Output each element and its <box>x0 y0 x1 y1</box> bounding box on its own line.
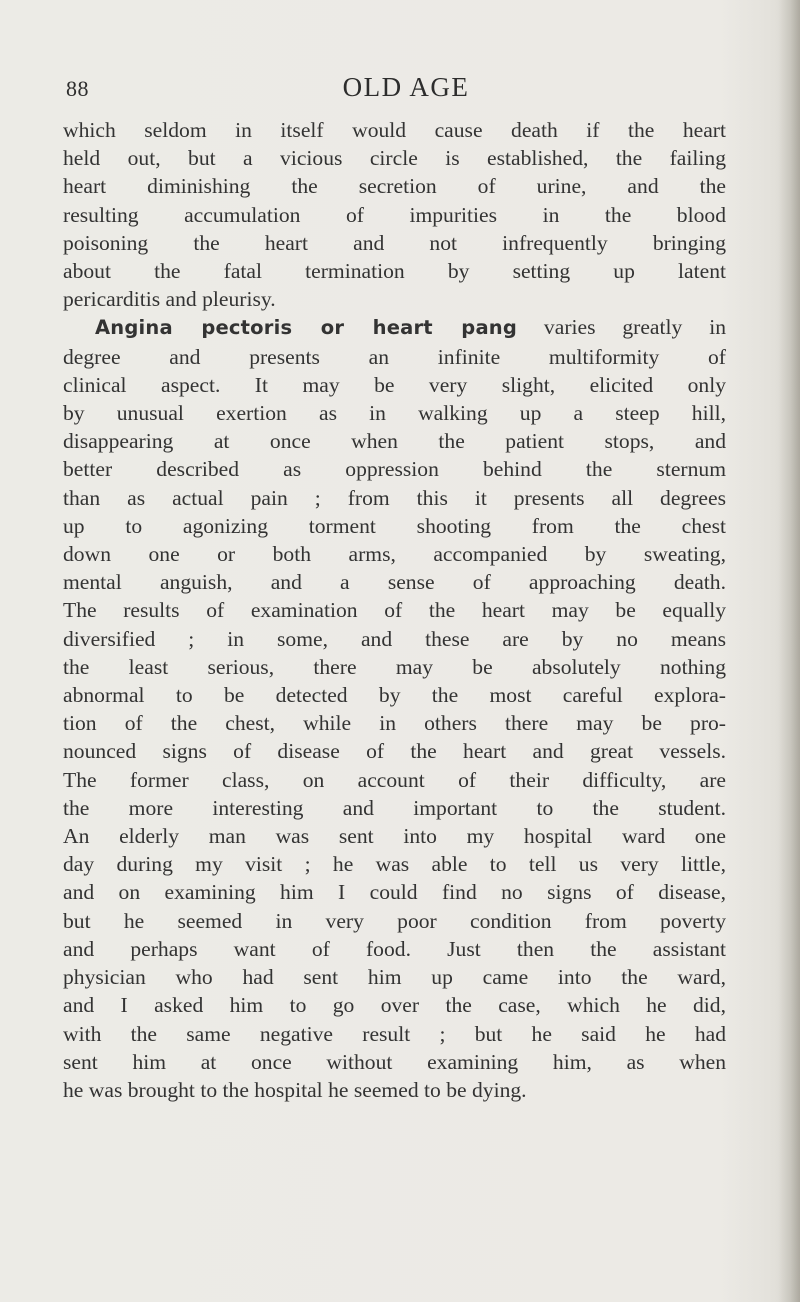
text-line: the more interesting and important to the student. <box>63 795 726 820</box>
text-line: nounced signs of disease of the heart and great vessels. <box>63 739 726 764</box>
text-line: than as actual pain ; from this it presents all degrees <box>63 485 726 510</box>
term-angina-pectoris: Angina pectoris or heart pang <box>95 316 518 340</box>
text-line: which seldom in itself would cause death if the heart <box>63 118 726 142</box>
text-line: and I asked him to go over the case, which he did, <box>63 993 726 1018</box>
text-line: held out, but a vicious circle is established, the failing <box>63 146 726 171</box>
text-line: clinical aspect. It may be very slight, elicited only <box>63 372 726 397</box>
text-line: heart diminishing the secretion of urine, and the <box>63 174 726 199</box>
text-line: he was brought to the hospital he seemed to be dying. <box>63 1077 527 1102</box>
text-line: with the same negative result ; but he said he had <box>63 1021 726 1046</box>
page-number: 88 <box>66 76 89 101</box>
text-line: better described as oppression behind the sternum <box>63 457 726 482</box>
text-line: about the fatal termination by setting up latent <box>63 259 726 284</box>
text-line: The results of examination of the heart may be equally <box>63 598 726 623</box>
text-line <box>63 313 726 342</box>
text-line: down one or both arms, accompanied by sweating, <box>63 542 726 567</box>
first-line-rest: varies greatly in <box>517 315 726 340</box>
page-header <box>66 68 746 108</box>
text-line: mental anguish, and a sense of approaching death. <box>63 570 726 595</box>
text-line: day during my visit ; he was able to tell us very little, <box>63 852 726 877</box>
paragraph-2 <box>63 313 726 1104</box>
text-line: and perhaps want of food. Just then the assistant <box>63 936 726 961</box>
text-line: but he seemed in very poor condition from poverty <box>63 908 726 933</box>
text-line: pericarditis and pleurisy. <box>63 287 276 312</box>
text-line: An elderly man was sent into my hospital ward one <box>63 824 726 849</box>
text-line: and on examining him I could find no signs of disease, <box>63 880 726 905</box>
text-line: physician who had sent him up came into the ward, <box>63 965 726 990</box>
text-line: tion of the chest, while in others there may be pro- <box>63 711 726 736</box>
text-line: the least serious, there may be absolutely nothing <box>63 654 726 679</box>
text-line: The former class, on account of their difficulty, are <box>63 767 726 792</box>
text-line: abnormal to be detected by the most careful explora- <box>63 683 726 708</box>
text-line: resulting accumulation of impurities in the blood <box>63 202 726 227</box>
page-edge-shadow <box>778 0 800 1302</box>
text-line: sent him at once without examining him, as when <box>63 1049 726 1074</box>
text-line: poisoning the heart and not infrequently bringing <box>63 230 726 255</box>
text-line: by unusual exertion as in walking up a steep hill, <box>63 401 726 426</box>
text-line: degree and presents an infinite multiformity of <box>63 344 726 369</box>
body-text <box>63 116 726 1104</box>
text-line: disappearing at once when the patient stops, and <box>63 429 726 454</box>
text-line: diversified ; in some, and these are by no means <box>63 626 726 651</box>
paragraph-1 <box>63 116 726 313</box>
text-line: up to agonizing torment shooting from the chest <box>63 513 726 538</box>
running-head: OLD AGE <box>342 72 470 102</box>
